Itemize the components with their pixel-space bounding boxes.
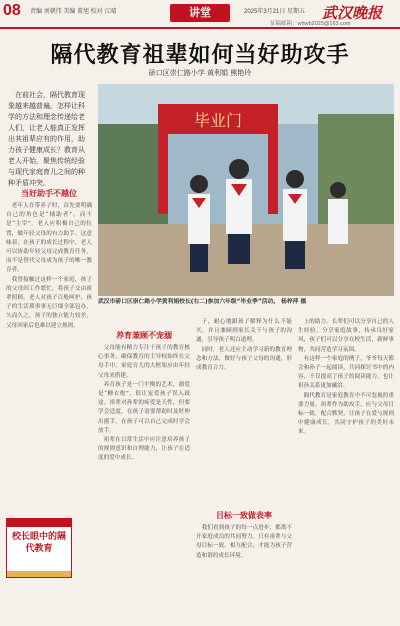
paragraph: 父母能有精力专注于孩子的教育核心事务，确保教育的主导权始终在父母手中。家庭育儿的大框架应由年轻父母来搭建。 (98, 345, 190, 379)
article-title: 隔代教育祖辈如何当好助攻手 (50, 42, 350, 68)
section-label: 讲堂 (170, 4, 230, 22)
paragraph: 我们看到孩子的每一点进步，都离不开家庭成员的共同努力。只有祖辈与父母目标一致、相互配合，才能为孩子营造和谐的成长环境。 (196, 525, 292, 559)
page-header (0, 0, 400, 40)
paragraph: 子，耐心地跟孩子解释为什么不能买，并且兼顾到家长关于与孩子的沟通，引导孩子明白道理。 (196, 319, 292, 344)
paragraph: 隔代教育是家庭教育中不可忽视的重要力量。祖辈作为助攻手，应与父母目标一致，配合默契，让孩子在爱与规则中健康成长，共同守护孩子的美好未来。 (298, 392, 394, 436)
article-intro: 在前社会，隔代教育现象越来越普遍。怎样让科学的方法和理念传递给老人们，让老人能真正发挥出其祖辈应有的作用，助力孩子健康成长？教育从老人开始，聚焦传统经验与现代家庭育儿之间的种种矛盾冲突。 (8, 91, 85, 187)
paragraph: 有这样一个家庭的例子，爷爷每天都会和孙子一起阅读，共同探讨书中的内容，不仅提高了孩子的阅读能力，也让祖孙关系更加融洽。 (298, 355, 394, 390)
subhead-1: 当好助手不越位 (21, 189, 77, 198)
subhead-2: 养育兼顾不宠溺 (116, 331, 172, 340)
badge-stripe (7, 571, 71, 577)
subhead-3: 目标一致做表率 (216, 511, 272, 520)
column-2 (98, 344, 190, 620)
badge-top-bar (7, 519, 71, 527)
newspaper-logo: 武汉晚报 (322, 4, 383, 22)
column-1 (6, 202, 92, 514)
submission-email: 征稿邮箱：whwb2025@163.com (270, 21, 351, 27)
paragraph: 养育孩子是一门平衡的艺术，溺爱是“糖衣炮”，很让宠爱孩子误入歧途。祖辈对孙辈的疼爱是天性，但要学会适度，在孩子需要帮助时及时伸出援手，在孩子可以自己完成时学会放手。 (98, 381, 190, 434)
badge-text: 校长眼中的隔代教育 (11, 532, 66, 554)
banner-text: 毕业门 (193, 111, 243, 130)
school-event-photo (98, 84, 394, 296)
column-badge (6, 518, 72, 578)
column-4 (298, 318, 394, 620)
column-3-bottom (196, 524, 292, 620)
column-3 (196, 318, 292, 506)
page-number: 08 (3, 2, 21, 19)
paragraph: 老年人在带养子时，首先要明确自己的角色是“辅助者”，而不是“主宰”。老人应积极自己的位置，做年轻父母的有力助手。这意味着，在孩子的成长过程中，老人可以协助年轻父母完成教育任务，而不是替代父母成为孩子的唯一教育者。 (6, 203, 92, 274)
paragraph: 同时，老人还应主动学习新的教育理念和方法，做好与孩子父母的沟通，形成教育合力。 (196, 346, 292, 372)
paragraph: 上的助力。长辈们可以分享自己的人生经验，分享家庭故事，传承良好家风，孩子们可以分享在校生活，新鲜事物，共同营造学习氛围。 (298, 319, 394, 353)
column-2-lead (98, 316, 190, 328)
photo-caption: 武汉市硚口区崇仁路小学黄利娟校长(右二)参加六年级“毕业季”活动。 杨梓萍 摄 (98, 299, 307, 305)
paragraph: 我曾接触过这样一个家庭，孩子的父母因工作繁忙，将孩子交由祖辈照顾。老人对孩子百般呵护，孩子的生活琐事事无巨细全部包办，久而久之，孩子的独立能力较差，父母回家后也难以建立规则。 (6, 276, 92, 329)
paragraph: 祖辈在日常生活中应注意培养孩子的规则意识和自理能力，让孩子在适度的爱中成长。 (98, 437, 190, 462)
article-byline: 硚口区崇仁路小学 黄利娟 熊艳玲 (148, 69, 252, 77)
header-editors: 责编 刘朝伟 美编 董旭 校对 江晴 (30, 9, 117, 15)
header-rule (0, 27, 400, 29)
issue-date: 2025年3月21日 星期五 (244, 9, 306, 15)
